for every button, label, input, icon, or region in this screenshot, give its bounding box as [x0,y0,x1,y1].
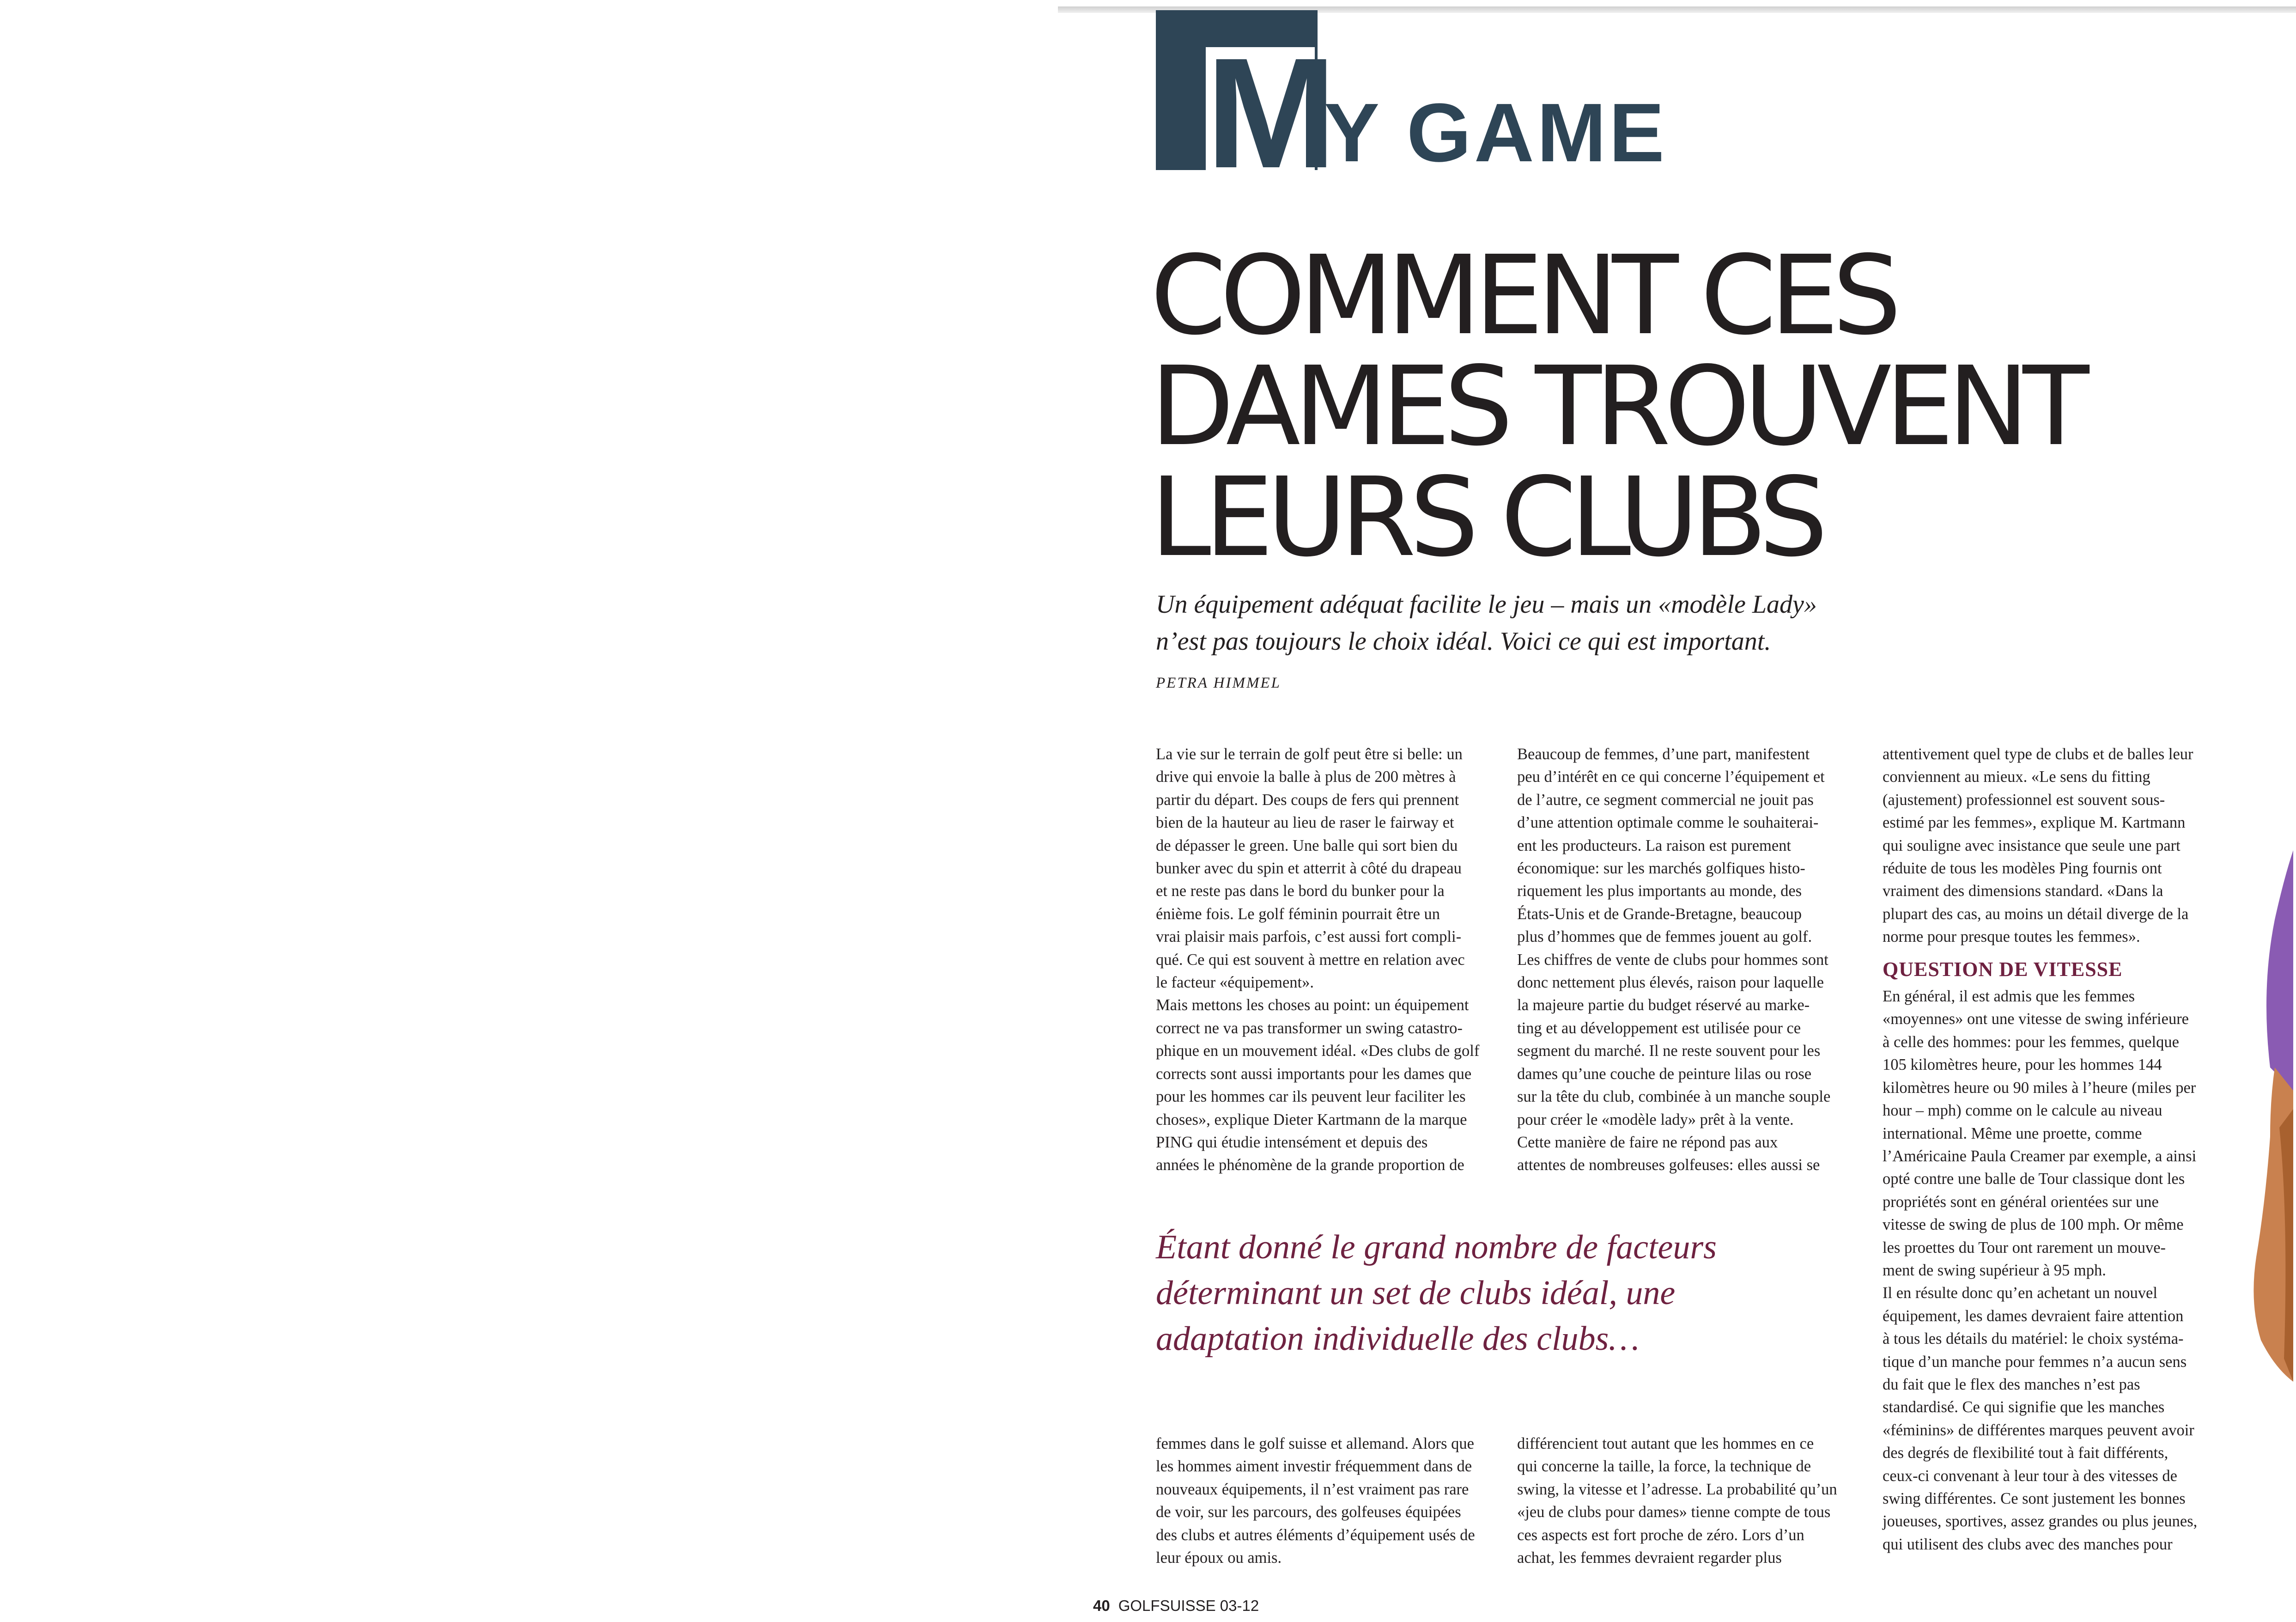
text-line: de dépasser le green. Une balle qui sort bien du [1156,836,1458,854]
text-line: à tous les détails du matériel: le choix systéma- [1883,1330,2184,1348]
text-line: conviennent au mieux. «Le sens du fitting [1883,768,2150,786]
text-line: attentes de nombreuses golfeuses: elles aussi se [1517,1156,1820,1174]
blank-left-page [0,0,1063,1622]
text-line: international. Même une proette, comme [1883,1124,2142,1142]
text-line: Les chiffres de vente de clubs pour hommes sont [1517,951,1828,969]
purple-shirt [2266,850,2293,1091]
text-line: Il en résulte donc qu’en achetant un nouvel [1883,1284,2157,1302]
text-line: énième fois. Le golf féminin pourrait être un [1156,905,1440,923]
text-line: propriétés sont en général orientées sur une [1883,1193,2159,1211]
section-title: Y GAME [1324,86,1667,179]
text-line: tique d’un manche pour femmes n’a aucun sens [1883,1353,2187,1371]
text-line: bien de la hauteur au lieu de raser le fairway et [1156,814,1454,832]
text-line: kilomètres heure ou 90 miles à l’heure (miles per [1883,1079,2196,1097]
article-deck [1156,586,2126,660]
text-line: dames qu’une couche de peinture lilas ou rose [1517,1065,1812,1083]
text-line: joueuses, sportives, assez grandes ou plus jeunes, [1883,1512,2198,1531]
golfer-photo-edge [2242,850,2293,1405]
text-line: «féminins» de différentes marques peuvent avoir [1883,1421,2194,1439]
text-line: ces aspects est fort proche de zéro. Lors d’un [1517,1526,1804,1544]
text-line: leur époux ou amis. [1156,1549,1282,1567]
text-line: ceux-ci convenant à leur tour à des vitesses de [1883,1467,2177,1485]
text-line: des clubs et autres éléments d’équipement usés de [1156,1526,1475,1544]
text-line: «jeu de clubs pour dames» tienne compte de tous [1517,1503,1831,1521]
column-1-bottom [1156,1433,1521,1569]
magazine-issue: GOLFSUISSE 03-12 [1118,1597,1259,1614]
headline-line: COMMENT CES [1150,232,1895,359]
text-line: les proettes du Tour ont rarement un mouve- [1883,1238,2166,1256]
text-line: l’Américaine Paula Creamer par exemple, a ainsi [1883,1147,2197,1165]
text-line: estimé par les femmes», explique M. Kartmann [1883,814,2186,832]
page-footer [1093,1597,1259,1615]
text-line: pour les hommes car ils peuvent leur faciliter les [1156,1088,1466,1106]
text-line: hour – mph) comme on le calcule au niveau [1883,1102,2162,1120]
text-line: Cette manière de faire ne répond pas aux [1517,1133,1778,1151]
byline: PETRA HIMMEL [1156,675,1281,691]
text-line: vitesse de swing de plus de 100 mph. Or même [1883,1216,2184,1234]
text-line: plupart des cas, au moins un détail diverge de la [1883,905,2189,923]
text-line: du fait que le flex des manches n’est pas [1883,1375,2140,1393]
text-line: achat, les femmes devraient regarder plus [1517,1549,1782,1567]
text-line: PING qui étudie intensément et depuis des [1156,1133,1428,1151]
text-line: femmes dans le golf suisse et allemand. Alors que [1156,1435,1474,1452]
text-line: swing différentes. Ce sont justement les bonnes [1883,1490,2186,1507]
text-line: standardisé. Ce qui signifie que les manches [1883,1398,2165,1416]
page-number: 40 [1093,1597,1110,1614]
column-3-intro [1883,743,2247,949]
article-headline [1150,232,2282,581]
column-1-top [1156,743,1521,1177]
text-line: sur la tête du club, combinée à un manche souple [1517,1088,1831,1106]
text-line: vrai plaisir mais parfois, c’est aussi fort compli- [1156,928,1462,946]
text-line: économique: sur les marchés golfiques histo- [1517,860,1805,878]
text-line: plus d’hommes que de femmes jouent au golf. [1517,928,1812,946]
logo-initial: M [1206,25,1337,201]
text-line: de voir, sur les parcours, des golfeuses équipées [1156,1503,1461,1521]
text-line: réduite de tous les modèles Ping fournis ont [1883,860,2162,878]
pull-quote-line: déterminant un set de clubs idéal, une [1156,1274,1676,1312]
subheading: QUESTION DE VITESSE [1883,957,2123,981]
text-line: corrects sont aussi importants pour les dames que [1156,1065,1472,1083]
text-line: En général, il est admis que les femmes [1883,988,2135,1006]
text-line: bunker avec du spin et atterrit à côté du drapeau [1156,860,1462,878]
text-line: différencient tout autant que les hommes en ce [1517,1435,1814,1452]
text-line: nouveaux équipements, il n’est vraiment pas rare [1156,1480,1469,1498]
column-2-bottom [1517,1433,1882,1569]
text-line: le facteur «équipement». [1156,974,1314,992]
text-line: opté contre une balle de Tour classique dont les [1883,1170,2185,1188]
text-line: des degrés de flexibilité tout à fait différents, [1883,1444,2168,1462]
text-line: et ne reste pas dans le bord du bunker pour la [1156,882,1445,900]
text-line: 105 kilomètres heure, pour les hommes 144 [1883,1056,2162,1074]
text-line: «moyennes» ont une vitesse de swing inférieure [1883,1010,2189,1028]
column-3 [1883,743,2247,1556]
text-line: à celle des hommes: pour les femmes, quelque [1883,1033,2179,1051]
text-line: correct ne va pas transformer un swing catastro- [1156,1019,1463,1037]
column-2-top [1517,743,1882,1177]
pull-quote-line: adaptation individuelle des clubs… [1156,1320,1640,1358]
text-line: donc nettement plus élevés, raison pour laquelle [1517,974,1824,992]
text-line: qui souligne avec insistance que seule une part [1883,836,2181,854]
text-line: drive qui envoie la balle à plus de 200 mètres à [1156,768,1456,786]
text-line: partir du départ. Des coups de fers qui prennent [1156,791,1459,809]
deck-line: n’est pas toujours le choix idéal. Voici ce qui est important. [1156,627,1771,656]
text-line: segment du marché. Il ne reste souvent pour les [1517,1042,1821,1060]
pull-quote-line: Étant donné le grand nombre de facteurs [1156,1228,1717,1266]
text-line: Beaucoup de femmes, d’une part, manifestent [1517,745,1810,763]
text-line: (ajustement) professionnel est souvent sous- [1883,791,2165,809]
section-logo [1156,10,1667,201]
text-line: vraiment des dimensions standard. «Dans la [1883,882,2163,900]
text-line: ment de swing supérieur à 95 mph. [1883,1261,2106,1279]
text-line: swing, la vitesse et l’adresse. La probabilité qu’un [1517,1480,1837,1498]
text-line: États-Unis et de Grande-Bretagne, beaucoup [1517,905,1802,923]
column-3-body [1883,985,2247,1556]
text-line: La vie sur le terrain de golf peut être si belle: un [1156,745,1463,763]
text-line: ting et au développement est utilisée pour ce [1517,1019,1801,1037]
deck-line: Un équipement adéquat facilite le jeu – mais un «modèle Lady» [1156,590,1817,619]
text-line: années le phénomène de la grande proportion de [1156,1156,1464,1174]
text-line: choses», explique Dieter Kartmann de la marque [1156,1110,1467,1128]
text-line: qué. Ce qui est souvent à mettre en relation avec [1156,951,1465,969]
text-line: Mais mettons les choses au point: un équipement [1156,996,1469,1014]
text-line: équipement, les dames devraient faire attention [1883,1307,2184,1325]
text-line: d’une attention optimale comme le souhaiterai- [1517,814,1819,832]
headline-line: LEURS CLUBS [1150,454,1822,581]
pull-quote [1156,1225,1886,1362]
text-line: phique en un mouvement idéal. «Des clubs de golf [1156,1042,1480,1060]
text-line: attentivement quel type de clubs et de balles leur [1883,745,2193,763]
text-line: riquement les plus importants au monde, des [1517,882,1802,900]
text-line: les hommes aiment investir fréquemment dans de [1156,1457,1472,1476]
text-line: qui utilisent des clubs avec des manches pour [1883,1535,2173,1553]
text-line: de l’autre, ce segment commercial ne jouit pas [1517,791,1814,809]
text-line: la majeure partie du budget réservé au marke- [1517,996,1810,1014]
text-line: peu d’intérêt en ce qui concerne l’équipement et [1517,768,1825,786]
text-line: pour créer le «modèle lady» prêt à la vente. [1517,1110,1794,1128]
text-line: ent les producteurs. La raison est purement [1517,836,1792,854]
headline-line: DAMES TROUVENT [1150,343,2083,470]
text-line: qui concerne la taille, la force, la technique de [1517,1457,1811,1476]
text-line: norme pour presque toutes les femmes». [1883,928,2140,946]
